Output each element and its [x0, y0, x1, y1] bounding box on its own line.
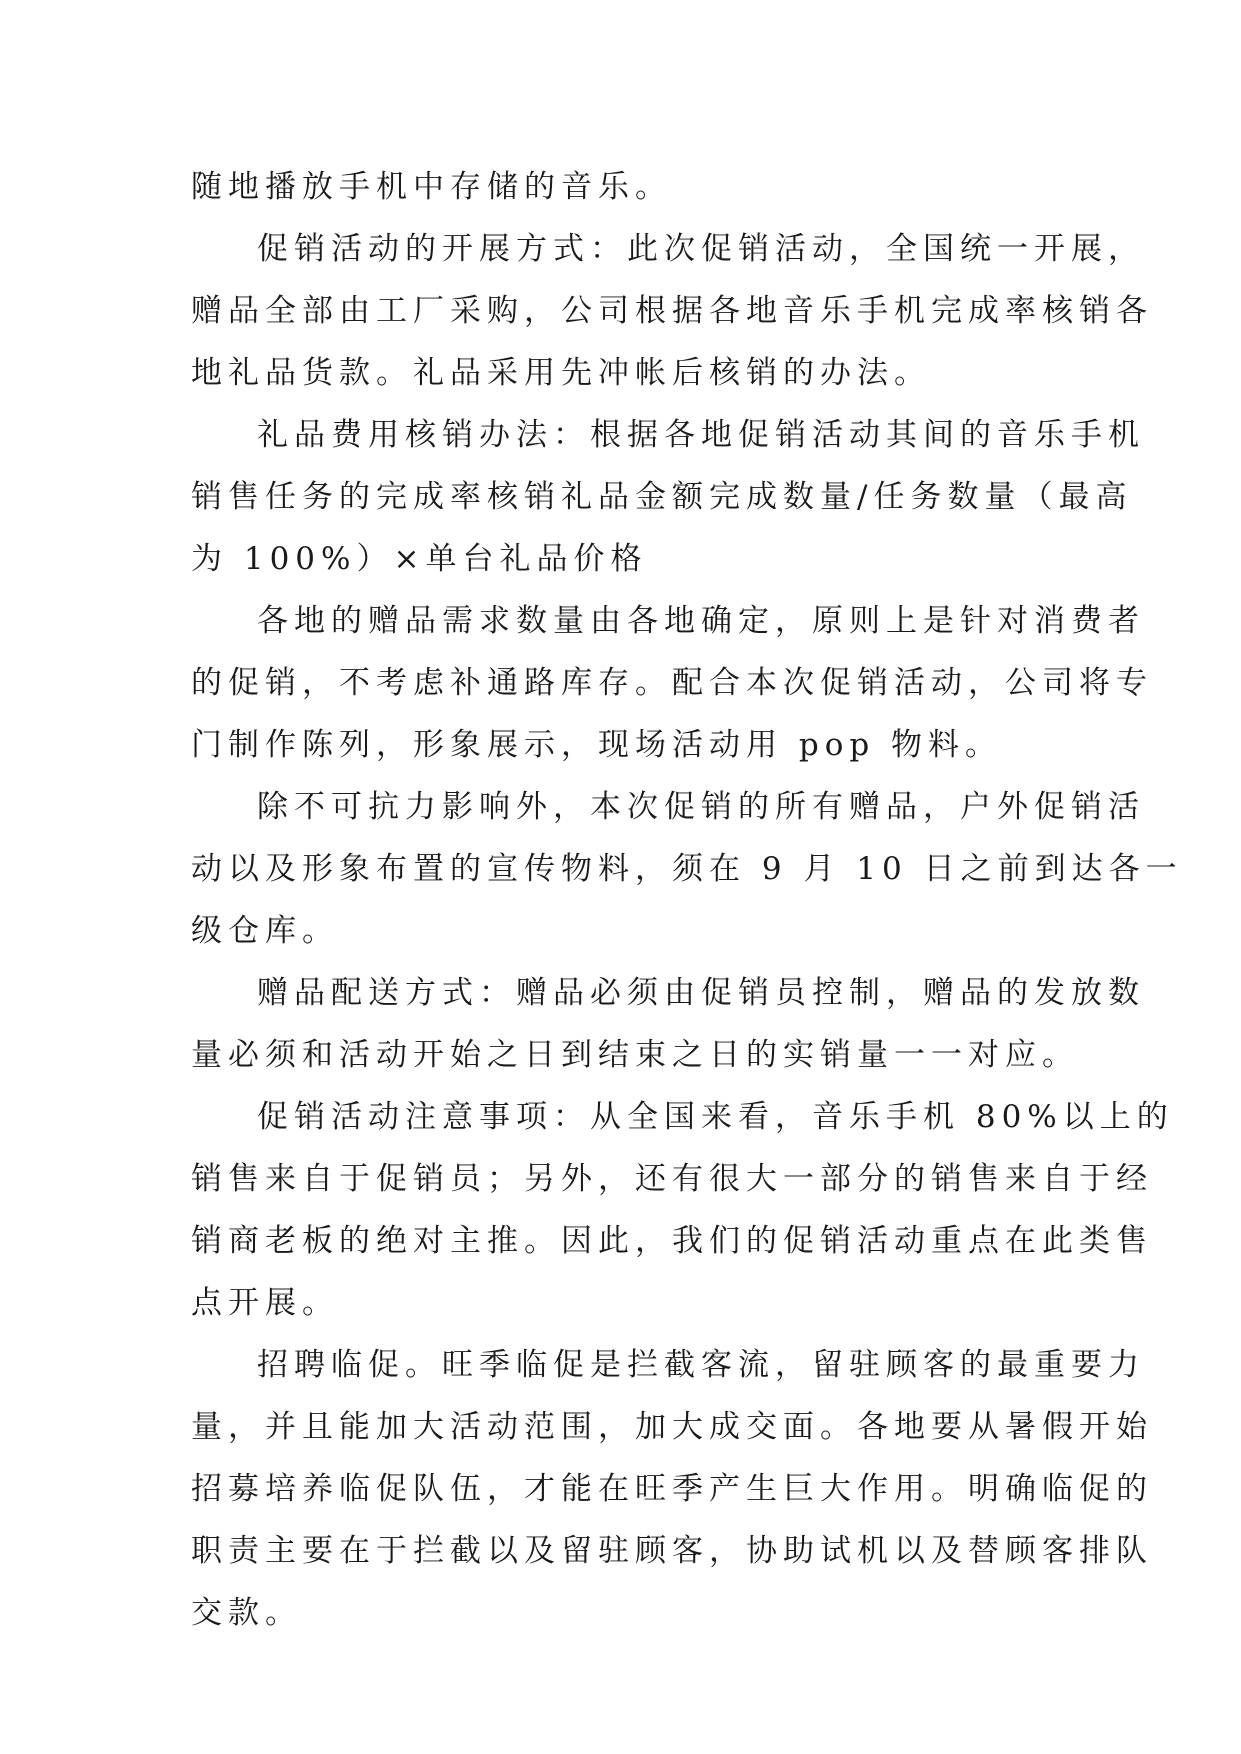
- text-line: 销售来自于促销员；另外，还有很大一部分的销售来自于经: [191, 1161, 1153, 1197]
- text-line: 地礼品货款。礼品采用先冲帐后核销的办法。: [191, 355, 931, 391]
- text-line: 门制作陈列，形象展示，现场活动用 pop 物料。: [191, 727, 1003, 763]
- paragraph-first-line: 礼品费用核销办法：根据各地促销活动其间的音乐手机: [257, 417, 1145, 453]
- paragraph-first-line: 促销活动注意事项：从全国来看，音乐手机 80%以上的: [257, 1099, 1174, 1135]
- paragraph-first-line: 除不可抗力影响外，本次促销的所有赠品，户外促销活: [257, 789, 1145, 825]
- text-line: 销售任务的完成率核销礼品金额完成数量/任务数量（最高: [191, 479, 1133, 515]
- text-line: 职责主要在于拦截以及留驻顾客，协助试机以及替顾客排队: [191, 1533, 1153, 1569]
- text-line: 交款。: [191, 1595, 302, 1631]
- text-line: 销商老板的绝对主推。因此，我们的促销活动重点在此类售: [191, 1223, 1153, 1259]
- text-line: 量必须和活动开始之日到结束之日的实销量一一对应。: [191, 1037, 1079, 1073]
- text-line: 随地播放手机中存储的音乐。: [191, 169, 672, 205]
- paragraph-first-line: 赠品配送方式：赠品必须由促销员控制，赠品的发放数: [257, 975, 1145, 1011]
- paragraph-first-line: 各地的赠品需求数量由各地确定，原则上是针对消费者: [257, 603, 1145, 639]
- text-line: 为 100%）×单台礼品价格: [191, 541, 648, 577]
- text-line: 招募培养临促队伍，才能在旺季产生巨大作用。明确临促的: [191, 1471, 1153, 1507]
- paragraph-first-line: 促销活动的开展方式：此次促销活动，全国统一开展，: [257, 231, 1145, 267]
- text-line: 的促销，不考虑补通路库存。配合本次促销活动，公司将专: [191, 665, 1153, 701]
- text-line: 点开展。: [191, 1285, 339, 1321]
- paragraph-first-line: 招聘临促。旺季临促是拦截客流，留驻顾客的最重要力: [257, 1347, 1145, 1383]
- text-line: 赠品全部由工厂采购，公司根据各地音乐手机完成率核销各: [191, 293, 1153, 329]
- text-line: 动以及形象布置的宣传物料，须在 9 月 10 日之前到达各一: [191, 851, 1183, 887]
- text-line: 量，并且能加大活动范围，加大成交面。各地要从暑假开始: [191, 1409, 1153, 1445]
- text-line: 级仓库。: [191, 913, 339, 949]
- document-body: [191, 156, 1183, 1644]
